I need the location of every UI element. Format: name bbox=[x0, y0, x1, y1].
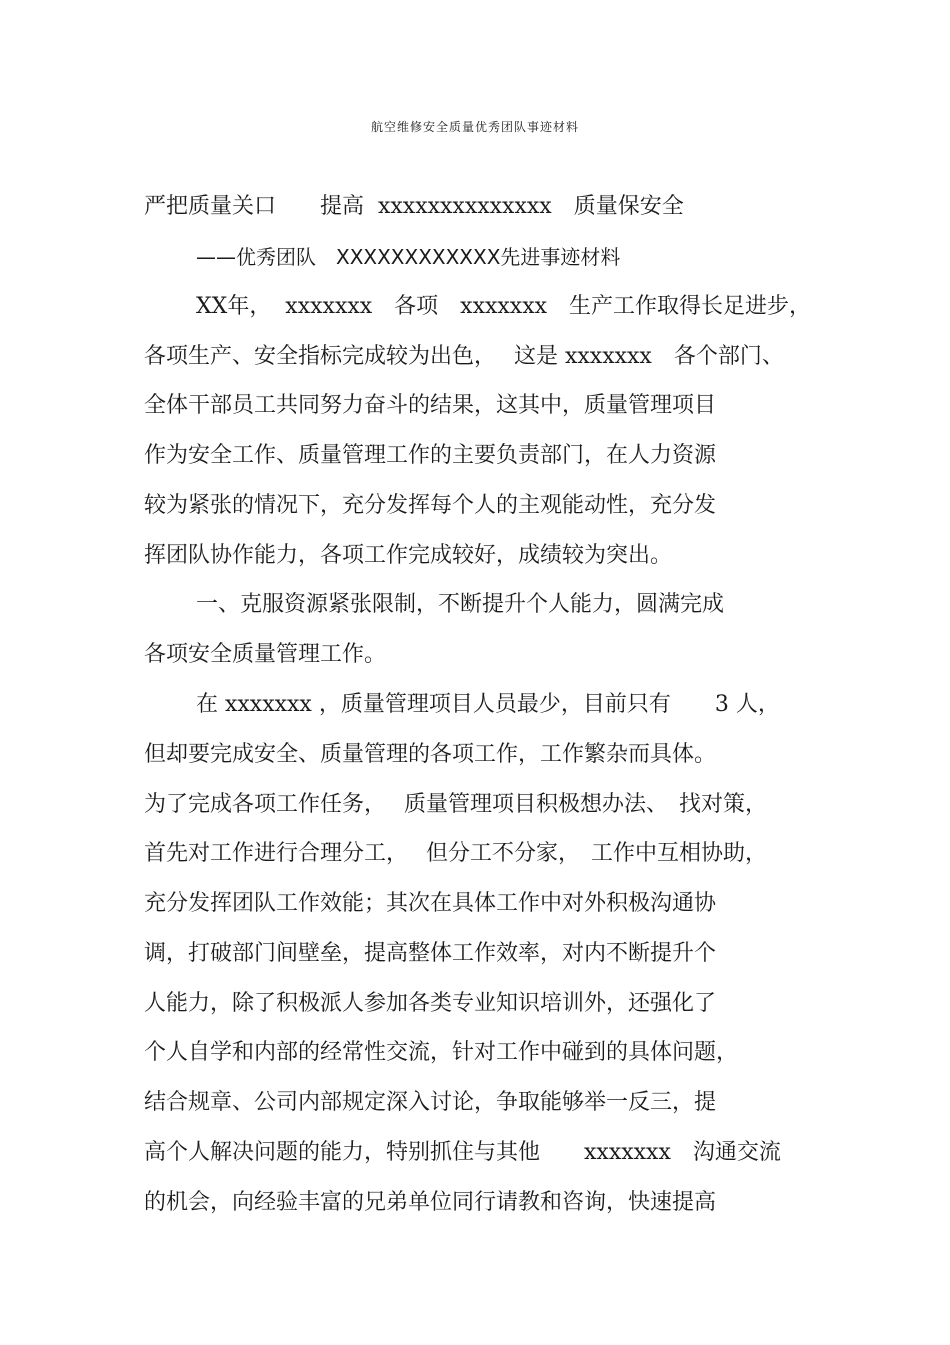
paragraph-line: 较为紧张的情况下，充分发挥每个人的主观能动性，充分发 bbox=[144, 493, 717, 518]
paragraph-line: 作为安全工作、质量管理工作的主要负责部门，在人力资源 bbox=[144, 443, 717, 468]
paragraph-line: 调，打破部门间壁垒，提高整体工作效率，对内不断提升个 bbox=[144, 941, 717, 966]
paragraph-line: 个人自学和内部的经常性交流，针对工作中碰到的具体问题， bbox=[144, 1040, 739, 1065]
paragraph-line: 为了完成各项工作任务， 质量管理项目积极想办法、 找对策， bbox=[144, 792, 767, 817]
paragraph-line: 结合规章、公司内部规定深入讨论，争取能够举一反三，提 bbox=[144, 1090, 717, 1115]
paragraph-line: 全体干部员工共同努力奋斗的结果，这其中，质量管理项目 bbox=[144, 393, 717, 418]
paragraph-line: 充分发挥团队工作效能；其次在具体工作中对外积极沟通协 bbox=[144, 891, 717, 916]
subtitle-line-1: 严把质量关口 提高 xxxxxxxxxxxxxx 质量保安全 bbox=[144, 194, 684, 219]
section-heading-line: 各项安全质量管理工作。 bbox=[144, 642, 387, 667]
document-title: 航空维修安全质量优秀团队事迹材料 bbox=[370, 120, 579, 134]
paragraph-line: 在 xxxxxxx ，质量管理项目人员最少，目前只有 3 人， bbox=[196, 692, 780, 717]
paragraph-line: 挥团队协作能力，各项工作完成较好，成绩较为突出。 bbox=[144, 543, 673, 568]
paragraph-line: 各项生产、安全指标完成较为出色， 这是 xxxxxxx 各个部门、 bbox=[144, 344, 784, 369]
paragraph-line: XX年， xxxxxxx 各项 xxxxxxx 生产工作取得长足进步， bbox=[196, 294, 812, 319]
paragraph-line: 的机会，向经验丰富的兄弟单位同行请教和咨询，快速提高 bbox=[144, 1190, 717, 1215]
section-heading-line: 一、克服资源紧张限制，不断提升个人能力，圆满完成 bbox=[196, 592, 725, 617]
paragraph-line: 人能力，除了积极派人参加各类专业知识培训外，还强化了 bbox=[144, 991, 717, 1016]
paragraph-line: 但却要完成安全、质量管理的各项工作，工作繁杂而具体。 bbox=[144, 742, 717, 767]
paragraph-line: 高个人解决问题的能力，特别抓住与其他 xxxxxxx 沟通交流 bbox=[144, 1140, 781, 1165]
paragraph-line: 首先对工作进行合理分工， 但分工不分家， 工作中互相协助， bbox=[144, 841, 767, 866]
subtitle-line-2: ——优秀团队 XXXXXXXXXXXX先进事迹材料 bbox=[196, 245, 621, 269]
